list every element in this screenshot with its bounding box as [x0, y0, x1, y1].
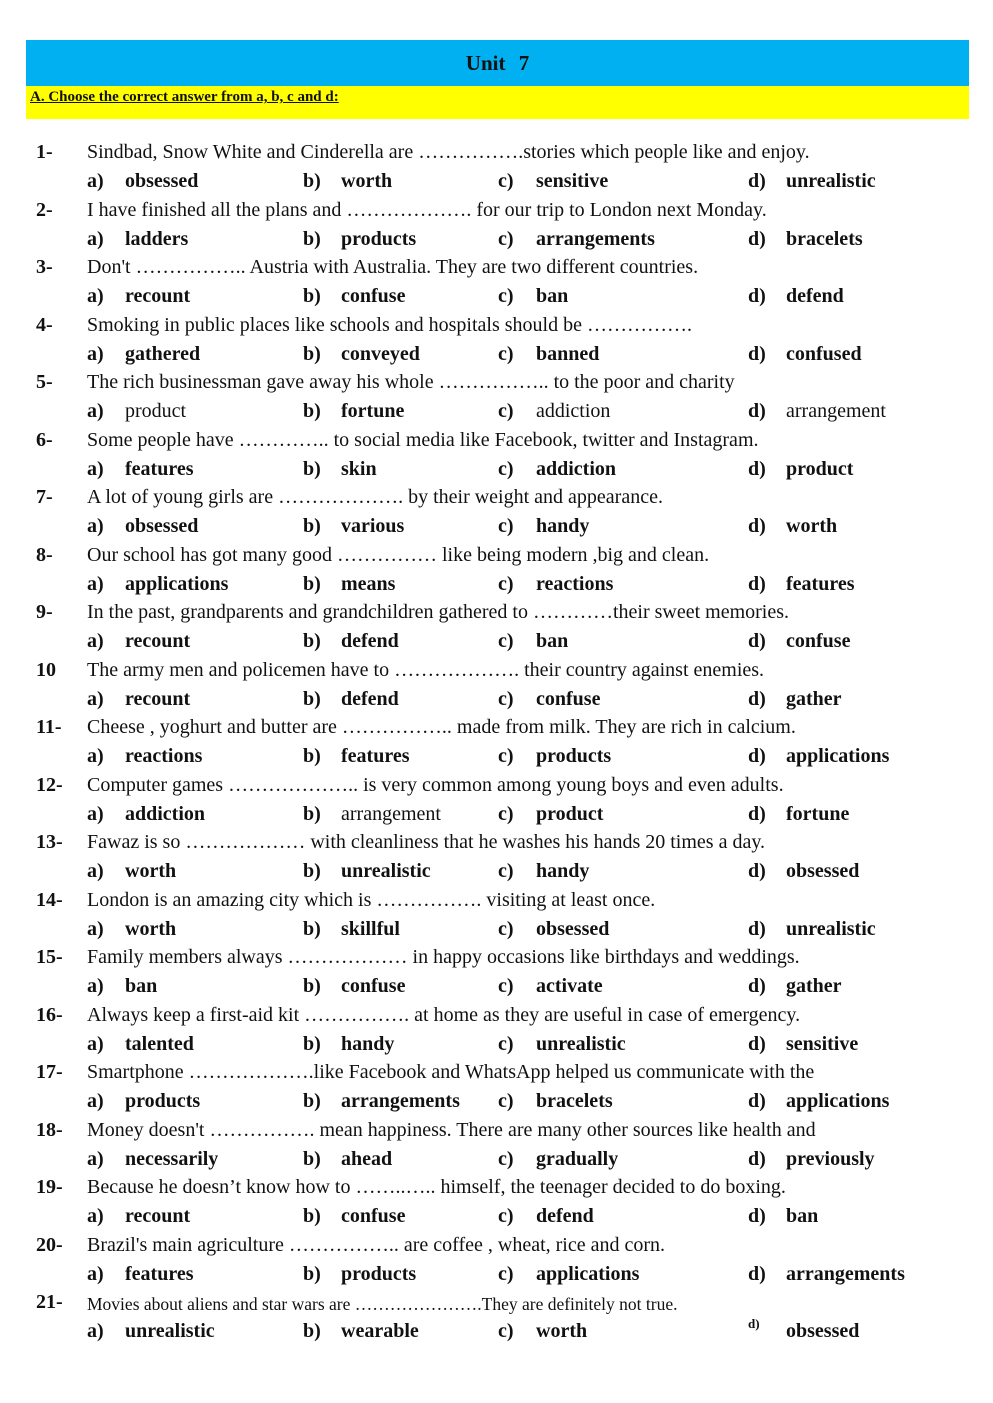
option-letter: d) — [748, 1090, 766, 1112]
question-item — [0, 427, 993, 485]
option-word: previously — [786, 1147, 875, 1170]
question-text: Money doesn't ……………. mean happiness. There are many other sources like health and — [87, 1118, 816, 1141]
option-letter: c) — [498, 457, 514, 480]
option-letter: b) — [303, 572, 321, 595]
option-word: products — [341, 1262, 417, 1285]
option-letter: c) — [498, 1090, 514, 1112]
option-word: gathered — [125, 342, 201, 365]
option-letter: b) — [303, 687, 321, 710]
option-letter: c) — [498, 1032, 514, 1055]
option-word: worth — [341, 170, 393, 192]
option-word: unrealistic — [536, 1032, 626, 1055]
option-word: worth — [125, 917, 177, 940]
question-text: Some people have ………….. to social media like Facebook, twitter and Instagram. — [87, 428, 759, 451]
option-letter: b) — [303, 1320, 321, 1342]
option-word: applications — [786, 1090, 890, 1112]
option-letter: a) — [87, 342, 104, 365]
option-word: unrealistic — [341, 860, 431, 882]
option-word: arrangement — [341, 802, 441, 825]
option-letter: a) — [87, 457, 104, 480]
option-letter: a) — [87, 572, 104, 595]
option-letter: d) — [748, 342, 766, 365]
option-word: recount — [125, 687, 191, 710]
question-number: 13- — [36, 831, 63, 853]
option-word: confuse — [786, 630, 851, 652]
question-item — [0, 1117, 993, 1175]
question-item — [0, 714, 993, 772]
option-letter: b) — [303, 1262, 321, 1285]
question-item — [0, 1059, 993, 1117]
option-word: applications — [125, 572, 229, 595]
option-word: confused — [786, 342, 862, 365]
option-word: fortune — [786, 802, 850, 825]
option-word: ban — [125, 975, 158, 997]
option-letter: a) — [87, 1262, 104, 1285]
question-text: Family members always ……………… in happy occasions like birthdays and weddings. — [87, 946, 800, 968]
option-letter: d) — [748, 1147, 766, 1170]
question-number: 18- — [36, 1118, 63, 1141]
option-word: obsessed — [125, 515, 199, 537]
option-letter: d) — [748, 802, 766, 825]
option-letter: c) — [498, 860, 514, 882]
option-letter: c) — [498, 630, 514, 652]
option-word: products — [341, 227, 417, 250]
question-number: 12- — [36, 773, 63, 796]
question-text: Because he doesn’t know how to ……..….. himself, the teenager decided to do boxing. — [87, 1176, 786, 1198]
option-word: features — [125, 1262, 194, 1285]
question-number: 5- — [36, 371, 53, 393]
option-word: ban — [786, 1205, 819, 1227]
question-item — [0, 1232, 993, 1290]
option-word: addiction — [536, 400, 611, 422]
option-word: applications — [786, 745, 890, 767]
option-letter: a) — [87, 515, 104, 537]
option-letter: d) — [748, 630, 766, 652]
option-letter: a) — [87, 1320, 104, 1342]
option-letter: c) — [498, 1205, 514, 1227]
option-word: reactions — [125, 745, 203, 767]
option-word: handy — [341, 1032, 395, 1055]
option-word: fortune — [341, 400, 405, 422]
option-word: bracelets — [536, 1090, 613, 1112]
option-letter: b) — [303, 860, 321, 882]
option-letter: b) — [303, 975, 321, 997]
option-letter: b) — [303, 1205, 321, 1227]
question-number: 1- — [36, 141, 53, 163]
option-letter: a) — [87, 170, 104, 192]
option-letter: a) — [87, 1147, 104, 1170]
option-letter: a) — [87, 630, 104, 652]
option-word: products — [125, 1090, 201, 1112]
option-letter: b) — [303, 1147, 321, 1170]
option-word: reactions — [536, 572, 614, 595]
question-item — [0, 197, 993, 255]
option-letter: b) — [303, 1032, 321, 1055]
option-letter: d) — [748, 917, 766, 940]
question-text: Fawaz is so ……………… with cleanliness that he washes his hands 20 times a day. — [87, 831, 766, 853]
question-number: 4- — [36, 313, 53, 336]
option-letter: c) — [498, 802, 514, 825]
question-text: Smoking in public places like schools and hospitals should be ……………. — [87, 313, 692, 336]
option-word: defend — [341, 630, 399, 652]
option-letter: c) — [498, 745, 514, 767]
option-word: defend — [341, 687, 399, 710]
option-word: obsessed — [536, 917, 610, 940]
option-word: skillful — [341, 917, 400, 940]
option-word: sensitive — [536, 170, 609, 192]
question-text: A lot of young girls are ………………. by their weight and appearance. — [87, 486, 663, 508]
option-letter: b) — [303, 342, 321, 365]
option-word: features — [786, 572, 855, 595]
question-item — [0, 312, 993, 370]
question-item — [0, 829, 993, 887]
instruction-text: A. Choose the correct answer from a, b, c and d: — [30, 89, 339, 105]
question-text: Our school has got many good …………… like being modern ,big and clean. — [87, 543, 710, 566]
option-letter: b) — [303, 630, 321, 652]
option-letter: a) — [87, 745, 104, 767]
option-letter: a) — [87, 802, 104, 825]
question-text: Sindbad, Snow White and Cinderella are …………….stories which people like and enjoy. — [87, 141, 810, 163]
question-item — [0, 542, 993, 600]
question-number: 3- — [36, 256, 53, 278]
option-letter: c) — [498, 170, 514, 192]
option-word: means — [341, 572, 396, 595]
option-letter: a) — [87, 917, 104, 940]
option-letter: d) — [748, 860, 766, 882]
unit-title-bar — [26, 40, 969, 86]
question-item — [0, 139, 993, 197]
option-word: obsessed — [786, 860, 860, 882]
option-letter: b) — [303, 227, 321, 250]
option-word: unrealistic — [786, 170, 876, 192]
option-letter: d) — [748, 457, 766, 480]
question-item — [0, 484, 993, 542]
option-word: conveyed — [341, 342, 420, 365]
option-letter: a) — [87, 1205, 104, 1227]
option-word: features — [341, 745, 410, 767]
question-text: Computer games ……………….. is very common among young boys and even adults. — [87, 773, 784, 796]
question-item — [0, 944, 993, 1002]
question-item — [0, 599, 993, 657]
option-letter: d) — [748, 1262, 766, 1285]
option-word: confuse — [341, 975, 406, 997]
option-letter: a) — [87, 1032, 104, 1055]
option-letter: d) — [748, 745, 766, 767]
option-letter: b) — [303, 515, 321, 537]
option-word: unrealistic — [786, 917, 876, 940]
option-letter: d) — [748, 227, 766, 250]
option-word: unrealistic — [125, 1320, 215, 1342]
option-letter: c) — [498, 1262, 514, 1285]
option-word: recount — [125, 630, 191, 652]
question-item — [0, 887, 993, 945]
option-word: confuse — [341, 285, 406, 307]
option-word: addiction — [125, 802, 206, 825]
question-number: 11- — [36, 716, 62, 738]
question-item — [0, 254, 993, 312]
option-word: defend — [536, 1205, 594, 1227]
option-letter: d) — [748, 285, 766, 307]
question-text: The army men and policemen have to ………………. their country against enemies. — [87, 658, 765, 681]
option-word: activate — [536, 975, 603, 997]
question-text: Movies about aliens and star wars are ………………….They are definitely not true. — [87, 1294, 678, 1314]
option-letter: c) — [498, 285, 514, 307]
option-letter: a) — [87, 860, 104, 882]
question-number: 16- — [36, 1003, 63, 1026]
option-word: skin — [341, 457, 377, 480]
option-letter: a) — [87, 1090, 104, 1112]
option-letter: b) — [303, 400, 321, 422]
option-letter: a) — [87, 687, 104, 710]
question-number: 7- — [36, 486, 53, 508]
option-word: worth — [786, 515, 838, 537]
question-number: 17- — [36, 1061, 63, 1083]
option-word: ban — [536, 285, 569, 307]
option-word: talented — [125, 1032, 194, 1055]
instruction-bar — [26, 86, 969, 119]
option-word: gradually — [536, 1147, 619, 1170]
option-word: arrangements — [536, 227, 655, 250]
option-letter: d) — [748, 687, 766, 710]
option-word: worth — [536, 1320, 588, 1342]
option-letter: d) — [748, 1205, 766, 1227]
option-letter: b) — [303, 170, 321, 192]
option-word: ahead — [341, 1147, 393, 1170]
question-item — [0, 1289, 993, 1347]
option-word: necessarily — [125, 1147, 219, 1170]
option-word: obsessed — [125, 170, 199, 192]
option-letter: c) — [498, 917, 514, 940]
option-word: obsessed — [786, 1320, 860, 1342]
option-letter: d) — [748, 515, 766, 537]
question-item — [0, 369, 993, 427]
option-word: defend — [786, 285, 844, 307]
option-word: confuse — [341, 1205, 406, 1227]
question-number: 14- — [36, 888, 63, 911]
question-number: 2- — [36, 198, 53, 221]
question-text: Brazil's main agriculture …………….. are coffee , wheat, rice and corn. — [87, 1233, 666, 1256]
question-number: 15- — [36, 946, 63, 968]
question-text: London is an amazing city which is ……………. visiting at least once. — [87, 888, 656, 911]
option-word: product — [786, 457, 854, 480]
question-text: Don't …………….. Austria with Australia. They are two different countries. — [87, 256, 699, 278]
option-word: product — [536, 802, 604, 825]
option-letter: d) — [748, 400, 766, 422]
option-word: bracelets — [786, 227, 863, 250]
option-word: ladders — [125, 227, 189, 250]
option-word: confuse — [536, 687, 601, 710]
option-word: addiction — [536, 457, 617, 480]
option-word: ban — [536, 630, 569, 652]
option-word: products — [536, 745, 612, 767]
option-letter: a) — [87, 400, 104, 422]
question-list — [0, 139, 993, 1347]
option-letter: b) — [303, 802, 321, 825]
question-text: I have finished all the plans and ………………. for our trip to London next Monday. — [87, 198, 767, 221]
option-letter: d) — [748, 170, 766, 192]
unit-title: Unit 7 — [465, 50, 530, 75]
option-letter: b) — [303, 285, 321, 307]
option-letter: c) — [498, 515, 514, 537]
option-word: handy — [536, 860, 590, 882]
question-number: 21- — [36, 1291, 63, 1313]
question-number: 19- — [36, 1176, 63, 1198]
option-letter: b) — [303, 917, 321, 940]
question-number: 8- — [36, 543, 53, 566]
option-letter: d) — [748, 1316, 760, 1331]
option-word: arrangements — [786, 1262, 905, 1285]
option-word: product — [125, 400, 187, 422]
option-letter: c) — [498, 1320, 514, 1342]
option-word: recount — [125, 1205, 191, 1227]
option-letter: a) — [87, 227, 104, 250]
option-word: handy — [536, 515, 590, 537]
option-letter: c) — [498, 975, 514, 997]
option-letter: c) — [498, 342, 514, 365]
option-word: gather — [786, 687, 842, 710]
question-number: 9- — [36, 601, 53, 623]
option-word: worth — [125, 860, 177, 882]
question-text: Always keep a first-aid kit ……………. at home as they are useful in case of emergency. — [87, 1003, 801, 1026]
question-text: The rich businessman gave away his whole …………….. to the poor and charity — [87, 371, 735, 393]
option-letter: d) — [748, 975, 766, 997]
option-letter: c) — [498, 572, 514, 595]
option-word: arrangement — [786, 400, 886, 422]
option-word: banned — [536, 342, 600, 365]
question-number: 10 — [36, 658, 56, 681]
option-letter: d) — [748, 1032, 766, 1055]
question-item — [0, 1174, 993, 1232]
option-word: features — [125, 457, 194, 480]
question-item — [0, 657, 993, 715]
question-text: In the past, grandparents and grandchildren gathered to …………their sweet memories. — [87, 601, 790, 623]
question-item — [0, 1002, 993, 1060]
option-letter: a) — [87, 975, 104, 997]
option-letter: d) — [748, 572, 766, 595]
option-word: sensitive — [786, 1032, 859, 1055]
option-word: gather — [786, 975, 842, 997]
option-word: various — [341, 515, 405, 537]
option-letter: c) — [498, 227, 514, 250]
option-letter: c) — [498, 687, 514, 710]
question-item — [0, 772, 993, 830]
option-word: recount — [125, 285, 191, 307]
option-word: wearable — [341, 1320, 419, 1342]
question-number: 6- — [36, 428, 53, 451]
option-letter: a) — [87, 285, 104, 307]
option-letter: c) — [498, 400, 514, 422]
option-word: applications — [536, 1262, 640, 1285]
option-letter: b) — [303, 745, 321, 767]
option-letter: b) — [303, 1090, 321, 1112]
option-letter: b) — [303, 457, 321, 480]
question-text: Smartphone ……………….like Facebook and WhatsApp helped us communicate with the — [87, 1061, 815, 1083]
option-word: arrangements — [341, 1090, 460, 1112]
question-number: 20- — [36, 1233, 63, 1256]
question-text: Cheese , yoghurt and butter are …………….. made from milk. They are rich in calcium. — [87, 716, 796, 738]
option-letter: c) — [498, 1147, 514, 1170]
